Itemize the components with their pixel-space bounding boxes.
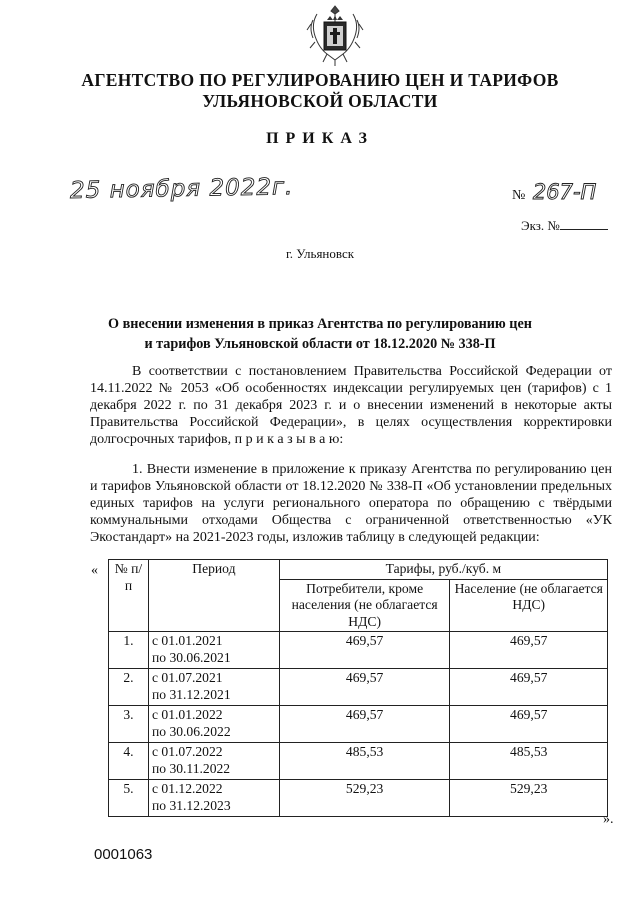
period-to: по 31.12.2021 <box>151 686 231 702</box>
period-from: с 01.12.2022 <box>151 781 223 796</box>
copy-number <box>521 217 608 234</box>
table-row <box>109 780 608 817</box>
number-label: № <box>512 188 526 203</box>
row-population-tariff: 529,23 <box>450 780 608 817</box>
table-header-row <box>109 560 608 580</box>
copy-number-blank <box>560 217 608 230</box>
row-consumers-tariff: 529,23 <box>279 780 450 817</box>
agency-name-line-1: АГЕНТСТВО ПО РЕГУЛИРОВАНИЮ ЦЕН И ТАРИФОВ <box>81 70 559 90</box>
doc-type-heading: ПРИКАЗ <box>266 130 374 147</box>
row-population-tariff: 469,57 <box>450 669 608 706</box>
city: г. Ульяновск <box>285 246 355 261</box>
period-to: по 30.06.2022 <box>151 723 231 739</box>
handwritten-date: 25 ноября 2022г. <box>69 174 294 204</box>
row-consumers-tariff: 469,57 <box>279 706 450 743</box>
row-period <box>148 780 279 817</box>
header-tariffs: Тарифы, руб./куб. м <box>279 560 607 580</box>
table-row <box>109 706 608 743</box>
period-to: по 31.12.2023 <box>151 797 231 813</box>
row-consumers-tariff: 485,53 <box>279 743 450 780</box>
row-period <box>148 632 279 669</box>
row-period <box>148 706 279 743</box>
preamble-paragraph: В соответствии с постановлением Правительства Российской Федерации от 14.11.2022 № 2053 «Об особенностях индексации регулируемых цен (тарифов) с 1 декабря 2022 г. по 31 декабря 2023 г. и о внесении изменений в некоторые акты Правительства Российской Федерации», в целях осуществления корректировки долгосрочных тарифов, п р и к а з ы в а ю: <box>90 364 612 448</box>
header-period: Период <box>148 560 279 632</box>
clause-1-paragraph: 1. Внести изменение в приложение к приказу Агентства по регулированию цен и тарифов Ульяновской области от 18.12.2020 № 338-П «Об установлении предельных единых тарифов на услуги регионального оператора по обращению с твёрдыми коммунальными отходами Общества с ограниченной ответственностью «УК Экостандарт» на 2021-2023 годы, изложив таблицу в следующей редакции: <box>90 462 612 546</box>
title-line-1: О внесении изменения в приказ Агентства по регулированию цен <box>108 316 532 332</box>
row-no: 4. <box>109 743 149 780</box>
handwritten-number: 267-П <box>532 180 597 204</box>
quote-open: « <box>91 563 98 578</box>
table-row <box>109 669 608 706</box>
table-row <box>109 743 608 780</box>
period-from: с 01.01.2022 <box>151 707 223 722</box>
period-from: с 01.01.2021 <box>151 633 223 648</box>
header-no: № п/п <box>109 560 149 632</box>
header-population: Население (не облагается НДС) <box>450 579 608 632</box>
row-consumers-tariff: 469,57 <box>279 669 450 706</box>
row-consumers-tariff: 469,57 <box>279 632 450 669</box>
period-from: с 01.07.2021 <box>151 670 223 685</box>
row-no: 2. <box>109 669 149 706</box>
table-row <box>109 632 608 669</box>
header-consumers: Потребители, кроме населения (не облагается НДС) <box>279 579 450 632</box>
row-population-tariff: 485,53 <box>450 743 608 780</box>
copy-label: Экз. № <box>521 218 560 233</box>
quote-close: ». <box>603 812 614 827</box>
period-to: по 30.06.2021 <box>151 649 231 665</box>
period-from: с 01.07.2022 <box>151 744 223 759</box>
row-period <box>148 743 279 780</box>
row-no: 5. <box>109 780 149 817</box>
order-number <box>512 180 596 204</box>
row-no: 3. <box>109 706 149 743</box>
document-code: 0001063 <box>94 846 153 863</box>
agency-name-line-2: УЛЬЯНОВСКОЙ ОБЛАСТИ <box>202 91 438 111</box>
row-no: 1. <box>109 632 149 669</box>
row-period <box>148 669 279 706</box>
coat-of-arms-icon <box>305 2 365 68</box>
row-population-tariff: 469,57 <box>450 706 608 743</box>
tariffs-table <box>108 559 608 817</box>
title-line-2: и тарифов Ульяновской области от 18.12.2020 № 338-П <box>144 336 496 352</box>
row-population-tariff: 469,57 <box>450 632 608 669</box>
period-to: по 30.11.2022 <box>151 760 231 776</box>
